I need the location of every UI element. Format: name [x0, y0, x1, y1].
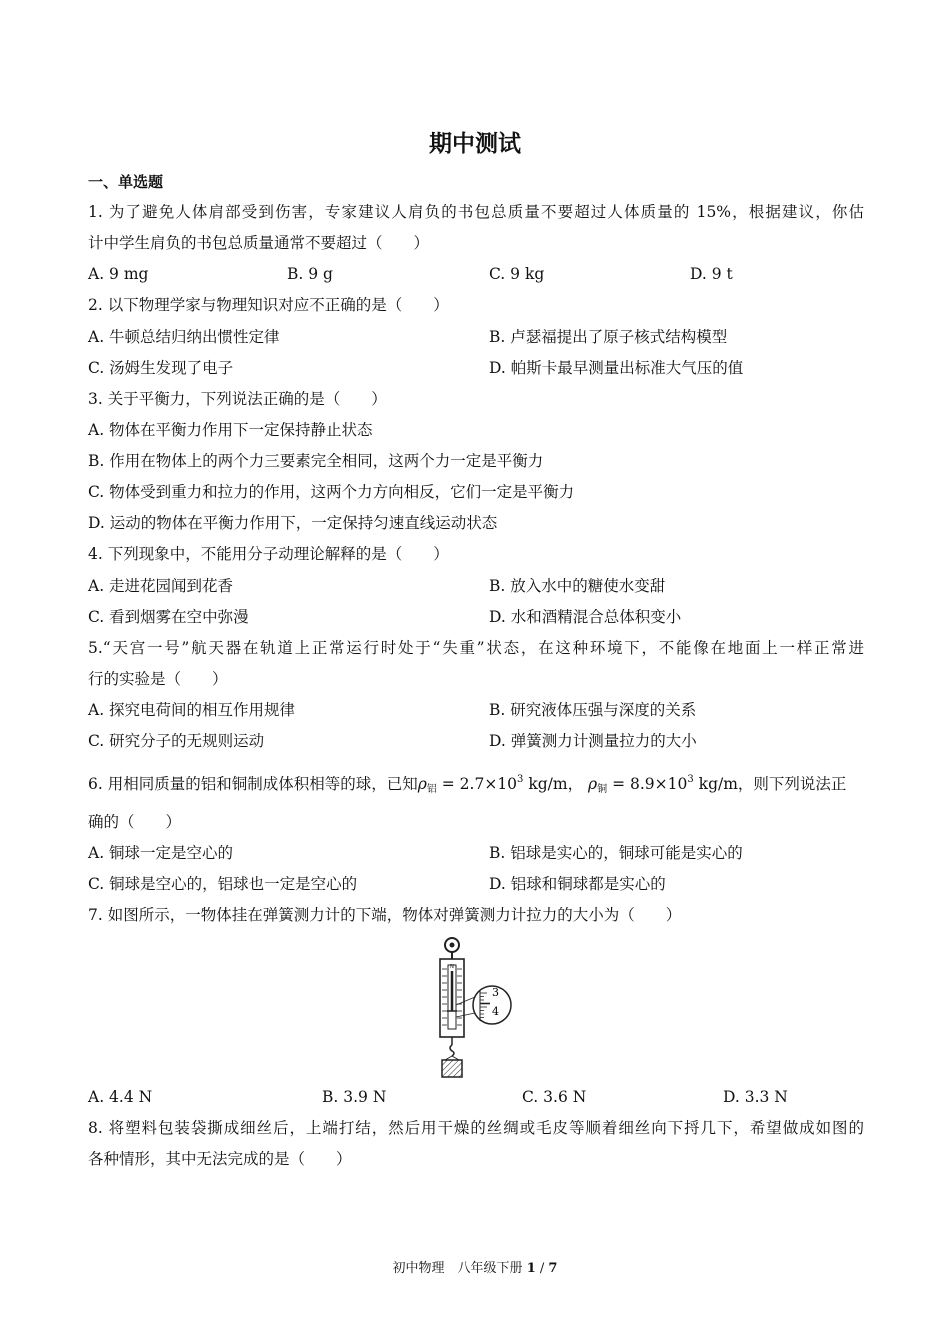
footer-book-title: 初中物理 八年级下册 — [392, 1261, 523, 1276]
q1-option-c: C. 9 kg — [489, 265, 545, 283]
q1-stem-line1: 1. 为了避免人体肩部受到伤害，专家建议人肩负的书包总质量不要超过人体质量的 15%，根据建议，你估 — [88, 203, 864, 221]
q2-option-a: A. 牛顿总结归纳出惯性定律 — [88, 328, 280, 346]
q1-option-b: B. 9 g — [287, 265, 333, 283]
q6-stem-line2: 确的（ ） — [88, 813, 182, 831]
q7-option-d: D. 3.3 N — [723, 1088, 788, 1106]
q6-separator: ， — [567, 775, 584, 793]
q6-option-c: C. 铜球是空心的，铝球也一定是空心的 — [88, 875, 358, 893]
q3-option-b: B. 作用在物体上的两个力三要素完全相同，这两个力一定是平衡力 — [88, 452, 544, 470]
q6-option-a: A. 铜球一定是空心的 — [88, 844, 234, 862]
q4-option-a: A. 走进花园闻到花香 — [88, 577, 234, 595]
q2-option-b: B. 卢瑟福提出了原子核式结构模型 — [489, 328, 728, 346]
q2-stem: 2. 以下物理学家与物理知识对应不正确的是（ ） — [88, 296, 449, 314]
q1-stem-line2: 计中学生肩负的书包总质量通常不要超过（ ） — [88, 234, 430, 252]
q8-stem-line2: 各种情形，其中无法完成的是（ ） — [88, 1150, 352, 1168]
q6-stem-pre: 6. 用相同质量的铝和铜制成体积相等的球，已知 — [88, 775, 418, 793]
magnified-label-4: 4 — [492, 1005, 499, 1018]
q5-option-c: C. 研究分子的无规则运动 — [88, 732, 265, 750]
spring-scale-figure — [425, 935, 525, 1080]
q5-option-a: A. 探究电荷间的相互作用规律 — [88, 701, 296, 719]
page-footer — [0, 1257, 950, 1276]
q5-option-b: B. 研究液体压强与深度的关系 — [489, 701, 697, 719]
q6-density-copper: = 8.9×10 — [607, 775, 688, 793]
q5-stem-line1: 5.“天宫一号”航天器在轨道上正常运行时处于“失重”状态，在这种环境下，不能像在地面上一样正常进 — [88, 639, 864, 657]
q6-unit-aluminium: kg/m — [523, 775, 568, 793]
footer-page-number: 1 — [526, 1261, 536, 1276]
rho-subscript-copper: 铜 — [597, 784, 608, 795]
hanging-weight — [442, 1060, 462, 1077]
q5-stem-line2: 行的实验是（ ） — [88, 670, 228, 688]
rho-subscript-aluminium: 铝 — [426, 784, 437, 795]
footer-page-total: 7 — [548, 1261, 558, 1276]
rho-symbol-aluminium: ρ — [417, 775, 427, 793]
q4-option-b: B. 放入水中的糖使水变甜 — [489, 577, 666, 595]
section-heading: 一、单选题 — [88, 173, 164, 191]
hook-icon — [450, 1045, 454, 1056]
q8-stem-line1: 8. 将塑料包装袋撕成细丝后，上端打结，然后用干燥的丝绸或毛皮等顺着细丝向下捋几下，希望做成如图的 — [88, 1119, 864, 1137]
page-title: 期中测试 — [429, 131, 521, 157]
q6-option-d: D. 铝球和铜球都是实心的 — [489, 875, 666, 893]
q7-option-c: C. 3.6 N — [522, 1088, 587, 1106]
q1-option-a: A. 9 mg — [88, 265, 149, 283]
q5-option-d: D. 弹簧测力计测量拉力的大小 — [489, 732, 697, 750]
magnified-label-3: 3 — [492, 986, 499, 999]
q3-option-c: C. 物体受到重力和拉力的作用，这两个力方向相反，它们一定是平衡力 — [88, 483, 575, 501]
q2-option-c: C. 汤姆生发现了电子 — [88, 359, 234, 377]
q7-stem: 7. 如图所示，一物体挂在弹簧测力计的下端，物体对弹簧测力计拉力的大小为（ ） — [88, 906, 682, 924]
q4-option-d: D. 水和酒精混合总体积变小 — [489, 608, 682, 626]
q1-option-d: D. 9 t — [690, 265, 733, 283]
q6-exponent-aluminium: 3 — [517, 774, 524, 785]
footer-page-separator: / — [535, 1261, 549, 1276]
rho-symbol-copper: ρ — [588, 775, 598, 793]
q6-unit-copper: kg/m — [693, 775, 738, 793]
q4-stem: 4. 下列现象中，不能用分子动理论解释的是（ ） — [88, 545, 449, 563]
q6-stem-line1 — [88, 770, 846, 800]
q4-option-c: C. 看到烟雾在空中弥漫 — [88, 608, 249, 626]
q6-option-b: B. 铝球是实心的，铜球可能是实心的 — [489, 844, 743, 862]
q6-stem-post: ，则下列说法正 — [737, 775, 847, 793]
q7-option-b: B. 3.9 N — [322, 1088, 387, 1106]
scale-unit-label: N — [450, 964, 454, 970]
q7-option-a: A. 4.4 N — [88, 1088, 153, 1106]
q3-stem: 3. 关于平衡力，下列说法正确的是（ ） — [88, 390, 387, 408]
q2-option-d: D. 帕斯卡最早测量出标准大气压的值 — [489, 359, 744, 377]
q6-density-aluminium: = 2.7×10 — [436, 775, 518, 793]
q3-option-a: A. 物体在平衡力作用下一定保持静止状态 — [88, 421, 373, 439]
q6-exponent-copper: 3 — [687, 774, 694, 785]
q3-option-d: D. 运动的物体在平衡力作用下，一定保持匀速直线运动状态 — [88, 514, 498, 532]
